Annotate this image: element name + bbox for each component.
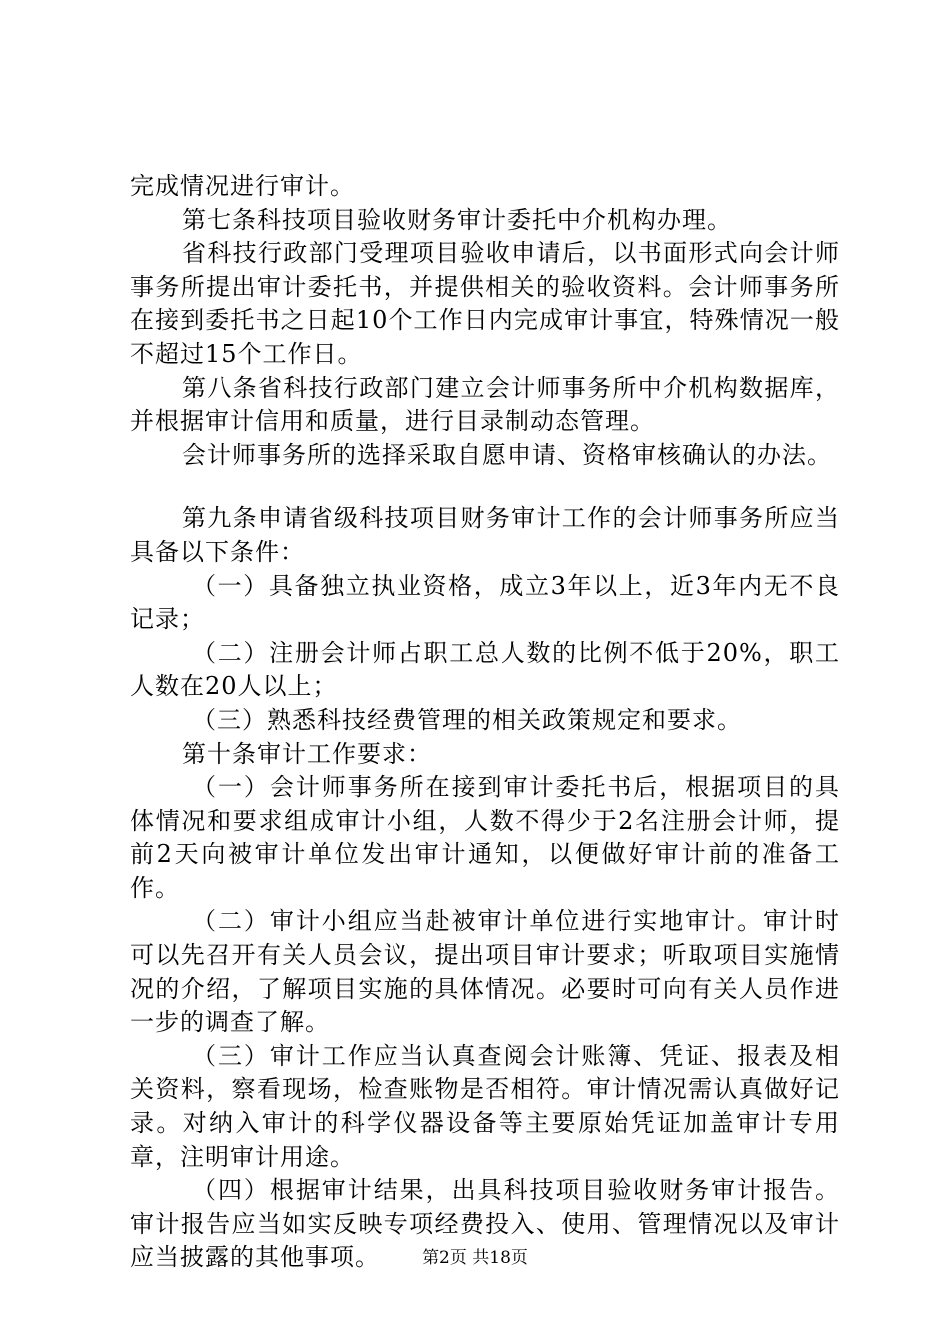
paragraph-article-9-item-1: （一）具备独立执业资格，成立3年以上，近3年内无不良记录；	[130, 571, 840, 634]
paragraph-article-9-item-3: （三）熟悉科技经费管理的相关政策规定和要求。	[192, 705, 742, 734]
paragraph-article-8: 第八条省科技行政部门建立会计师事务所中介机构数据库，并根据审计信用和质量，进行目录制动态管理。	[130, 373, 840, 436]
paragraph-article-9-item-2: （二）注册会计师占职工总人数的比例不低于20%，职工人数在20人以上；	[130, 638, 840, 701]
paragraph-article-10-item-4: （四）根据审计结果，出具科技项目验收财务审计报告。审计报告应当如实反映专项经费投入、使用、管理情况以及审计应当披露的其他事项。	[130, 1176, 840, 1272]
paragraph-article-9: 第九条申请省级科技项目财务审计工作的会计师事务所应当具备以下条件：	[130, 504, 840, 566]
paragraph-article-10-item-1: （一）会计师事务所在接到审计委托书后，根据项目的具体情况和要求组成审计小组，人数不得少于2名注册会计师，提前2天向被审计单位发出审计通知，以便做好审计前的准备工作。	[130, 773, 840, 902]
paragraph-article-10-item-3: （三）审计工作应当认真查阅会计账簿、凭证、报表及相关资料，察看现场，检查账物是否相符。审计情况需认真做好记录。对纳入审计的科学仪器设备等主要原始凭证加盖审计专用章，注明审计用途。	[130, 1041, 840, 1171]
paragraph-article-7: 第七条科技项目验收财务审计委托中介机构办理。	[182, 205, 732, 234]
page-number-footer: 第2页 共18页	[422, 1248, 528, 1268]
paragraph-article-10: 第十条审计工作要求：	[182, 739, 432, 768]
paragraph-continuation: 完成情况进行审计。	[130, 172, 355, 200]
paragraph-article-10-item-2: （二）审计小组应当赴被审计单位进行实地审计。审计时可以先召开有关人员会议，提出项目审计要求；听取项目实施情况的介绍，了解项目实施的具体情况。必要时可向有关人员作进一步的调查了解。	[130, 907, 840, 1037]
paragraph-gap	[130, 472, 840, 502]
document-body	[130, 170, 840, 1275]
paragraph-article-7-detail: 省科技行政部门受理项目验收申请后，以书面形式向会计师事务所提出审计委托书，并提供相关的验收资料。会计师事务所在接到委托书之日起10个工作日内完成审计事宜，特殊情况一般不超过15个工作日。	[130, 239, 840, 368]
paragraph-article-8-selection: 会计师事务所的选择采取自愿申请、资格审核确认的办法。	[182, 440, 832, 469]
